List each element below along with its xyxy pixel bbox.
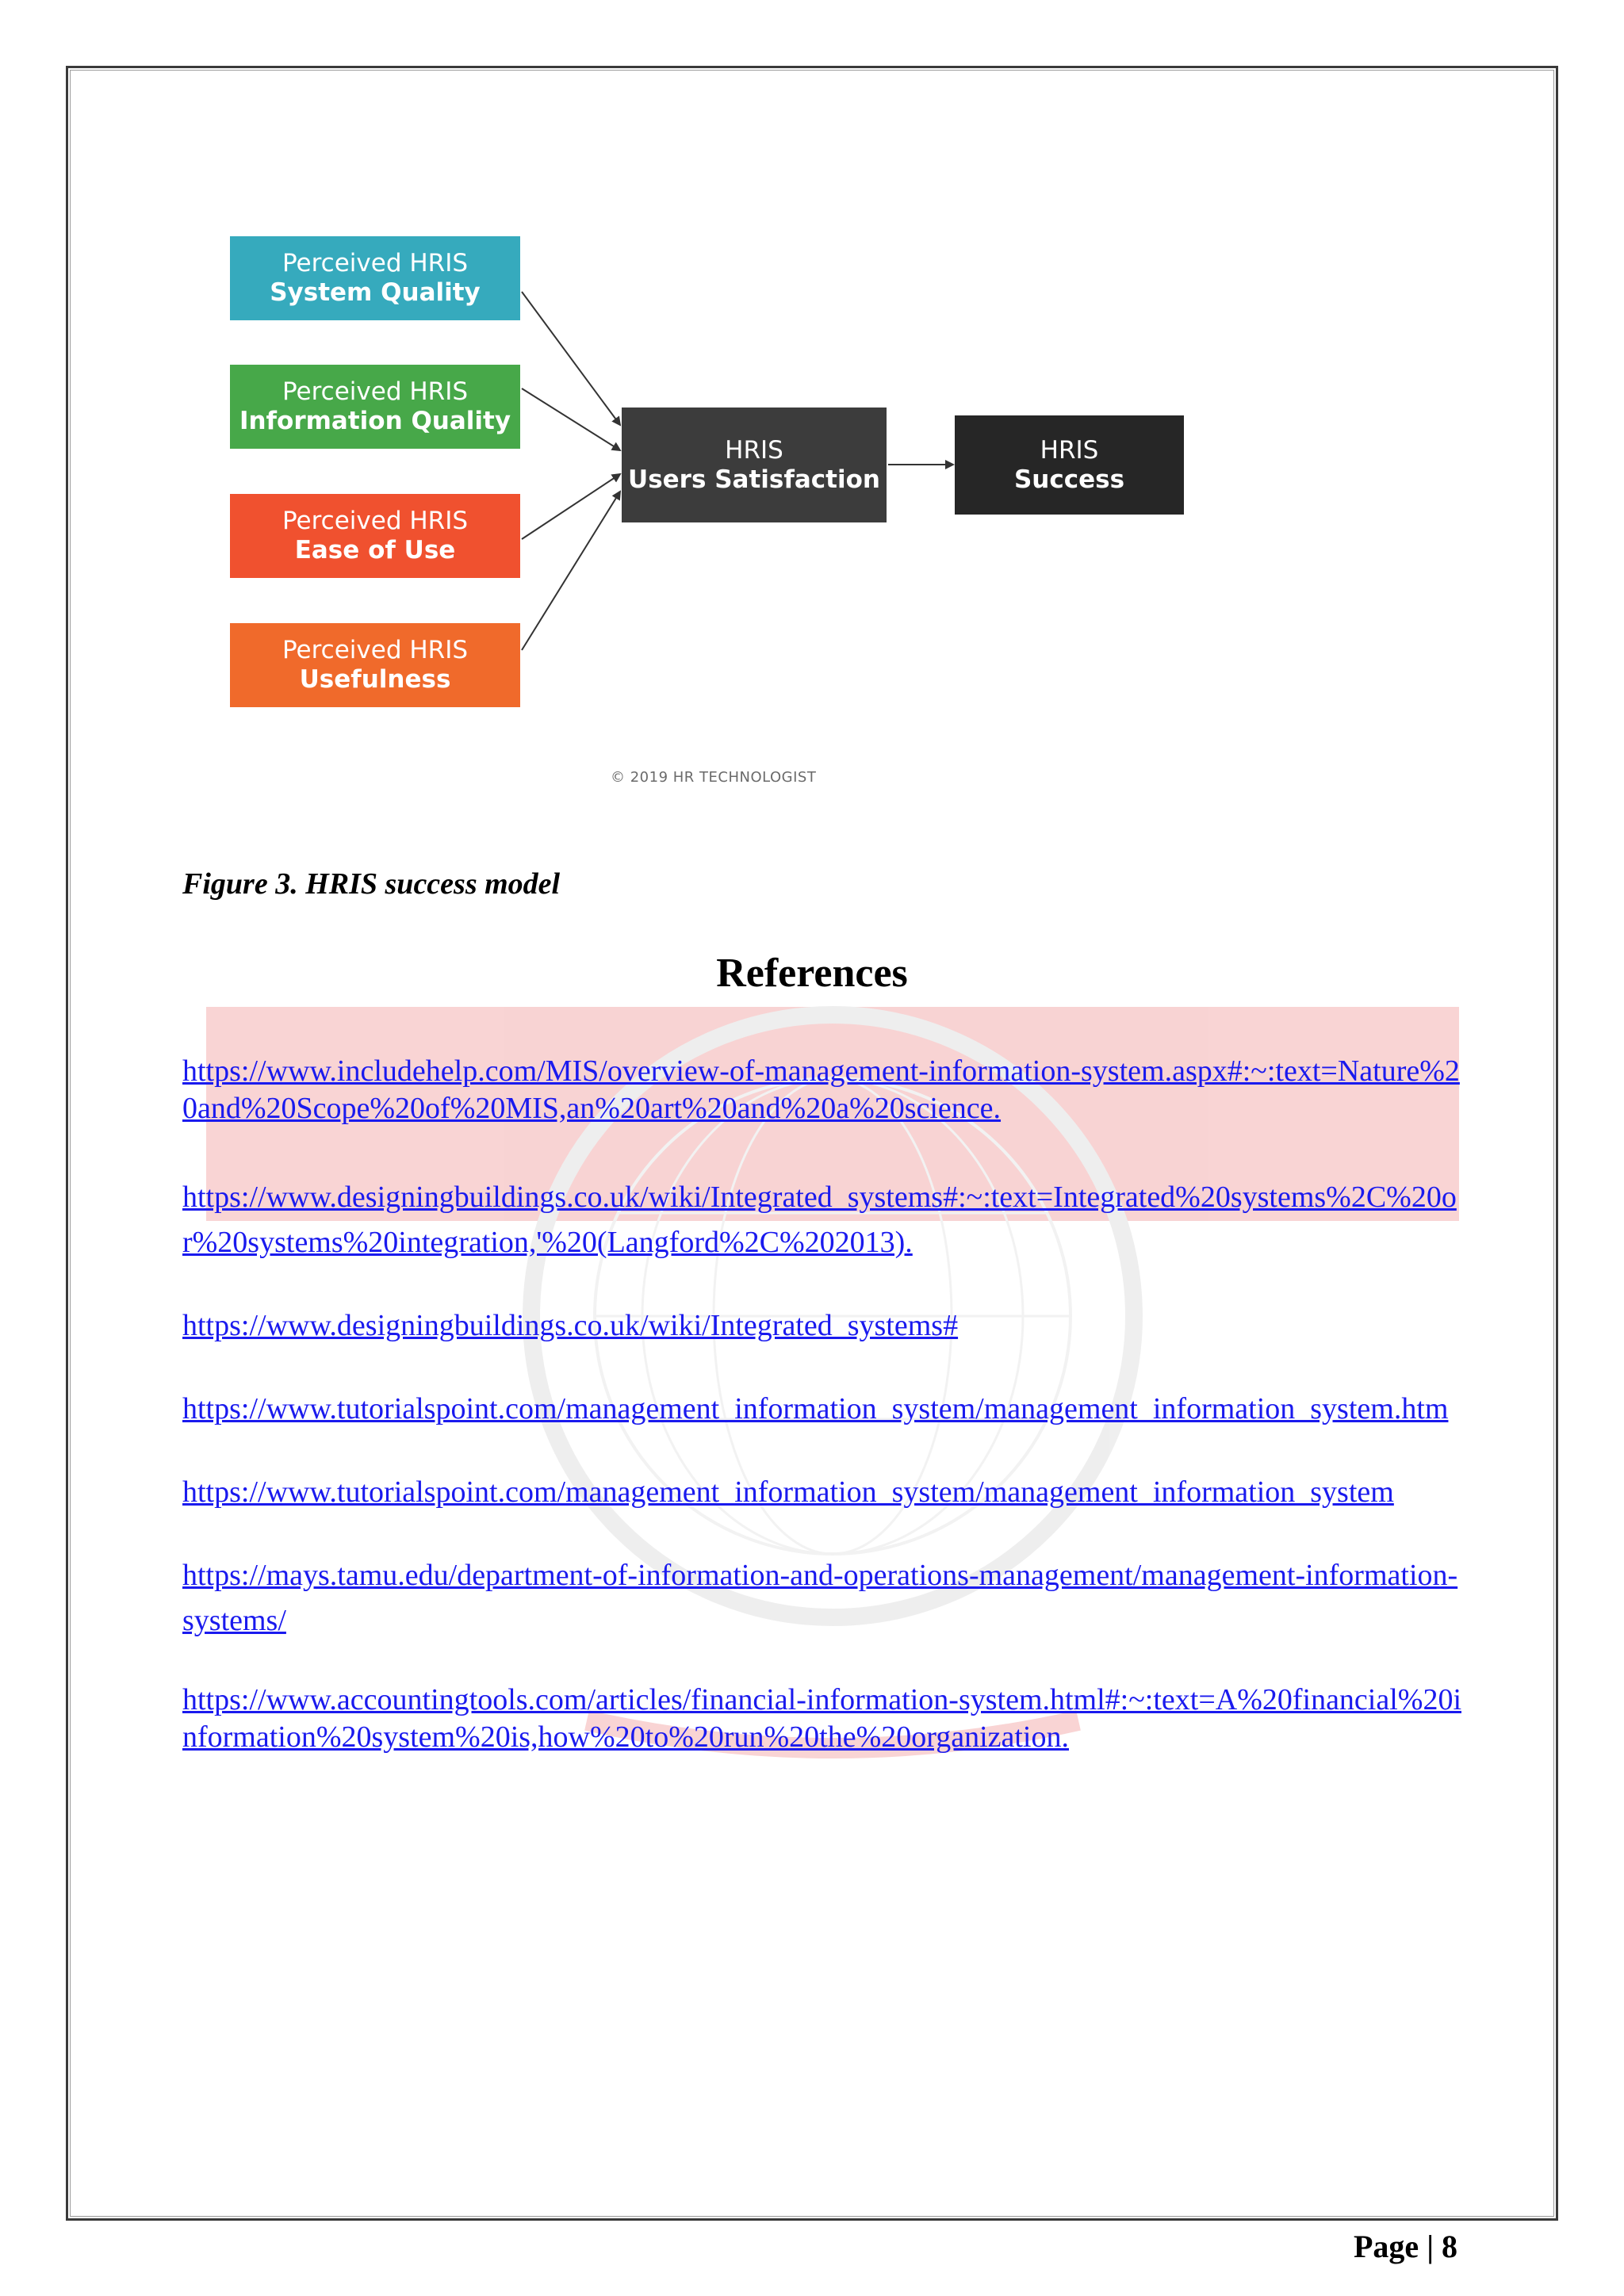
- arrow-system-quality: [522, 292, 620, 425]
- figure-caption: Figure 3. HRIS success model: [182, 867, 561, 901]
- reference-link[interactable]: https://www.designingbuildings.co.uk/wiki/Integrated_systems#:~:text=Integrated%20systems%2C%20or%20systems%20integration,'%20(Langford%2C%202013).: [182, 1181, 1457, 1259]
- usefulness-line1: Perceived HRIS: [282, 636, 469, 664]
- information-quality-box: [230, 365, 520, 449]
- arrow-information-quality: [522, 388, 620, 450]
- system-quality-line1: Perceived HRIS: [282, 249, 469, 277]
- users-satisfaction-line2: Users Satisfaction: [628, 465, 880, 494]
- reference-link[interactable]: https://mays.tamu.edu/department-of-information-and-operations-management/management-information-systems/: [182, 1559, 1458, 1637]
- references-heading: References: [716, 951, 908, 996]
- references-list: [182, 1053, 1467, 1756]
- ease-of-use-box: [230, 494, 520, 578]
- usefulness-line2: Usefulness: [299, 665, 451, 694]
- reference-link[interactable]: https://www.tutorialspoint.com/management_information_system/management_information_system.htm: [182, 1392, 1449, 1425]
- arrow-ease-of-use: [522, 474, 620, 539]
- reference-link[interactable]: https://www.designingbuildings.co.uk/wiki/Integrated_systems#: [182, 1309, 959, 1342]
- system-quality-box: [230, 236, 520, 320]
- users-satisfaction-line1: HRIS: [725, 435, 783, 465]
- reference-link[interactable]: https://www.tutorialspoint.com/management_information_system/management_information_system: [182, 1475, 1394, 1509]
- usefulness-box: [230, 623, 520, 707]
- arrow-usefulness: [522, 492, 620, 650]
- hris-success-box: [955, 415, 1184, 515]
- ease-of-use-line1: Perceived HRIS: [282, 507, 469, 535]
- reference-link[interactable]: https://www.accountingtools.com/articles/financial-information-system.html#:~:text=A%20financial%20information%20system%20is,how%20to%20run%20the%20organization.: [182, 1683, 1461, 1754]
- information-quality-line2: Information Quality: [239, 407, 511, 435]
- users-satisfaction-box: [622, 408, 887, 522]
- reference-link[interactable]: https://www.includehelp.com/MIS/overview-of-management-information-system.aspx#:~:text=Nature%20and%20Scope%20of%20MIS,an%20art%20and%20a%20science.: [182, 1054, 1460, 1125]
- hris-success-diagram: [222, 222, 1237, 809]
- ease-of-use-line2: Ease of Use: [294, 536, 456, 564]
- information-quality-line1: Perceived HRIS: [282, 377, 469, 406]
- hris-success-line1: HRIS: [1040, 435, 1099, 465]
- page-number: Page | 8: [1354, 2229, 1457, 2264]
- hris-success-line2: Success: [1013, 465, 1125, 494]
- system-quality-line2: System Quality: [270, 278, 481, 307]
- diagram-copyright: © 2019 HR TECHNOLOGIST: [611, 769, 817, 786]
